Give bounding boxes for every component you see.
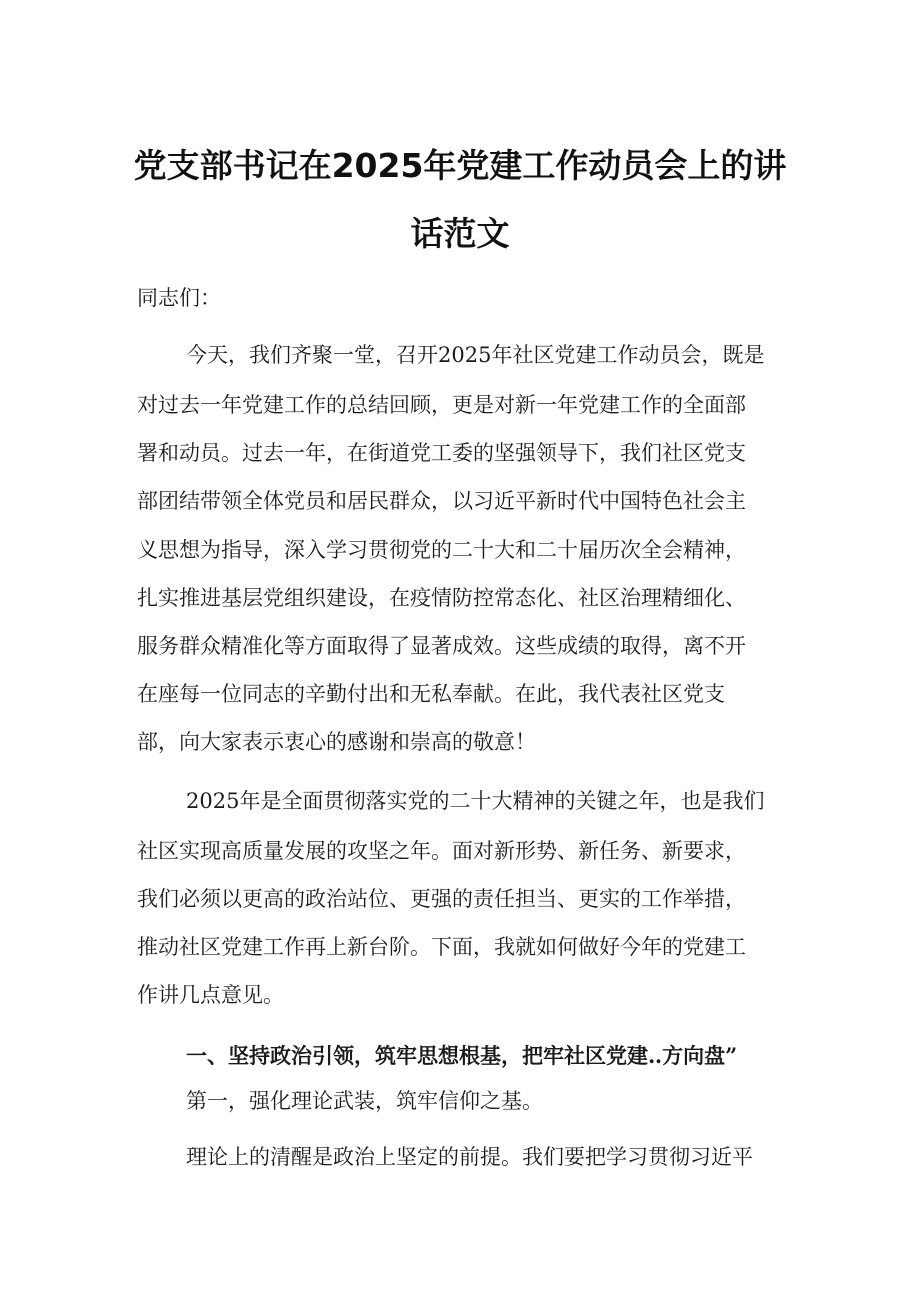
paragraph-1-line: 今天，我们齐聚一堂，召开2025年社区党建工作动员会，既是 xyxy=(186,343,765,367)
paragraph-1-line: 服务群众精准化等方面取得了显著成效。这些成绩的取得，离不开 xyxy=(137,634,746,658)
paragraph-2-line: 作讲几点意见。 xyxy=(137,983,284,1007)
subheading-1: 第一，强化理论武装，筑牢信仰之基。 xyxy=(186,1089,543,1113)
paragraph-2-line: 社区实现高质量发展的攻坚之年。面对新形势、新任务、新要求， xyxy=(137,839,746,863)
paragraph-1-line: 在座每一位同志的辛勤付出和无私奉献。在此，我代表社区党支 xyxy=(137,682,725,706)
paragraph-1-line: 署和动员。过去一年，在街道党工委的坚强领导下，我们社区党支 xyxy=(137,441,746,465)
paragraph-2-line: 2025年是全面贯彻落实党的二十大精神的关键之年，也是我们 xyxy=(186,789,765,813)
paragraph-1-line: 对过去一年党建工作的总结回顾，更是对新一年党建工作的全面部 xyxy=(137,393,746,417)
paragraph-2-line: 我们必须以更高的政治站位、更强的责任担当、更实的工作举措， xyxy=(137,887,746,911)
paragraph-1-line: 部团结带领全体党员和居民群众，以习近平新时代中国特色社会主 xyxy=(137,489,746,513)
section-1-heading: 一、坚持政治引领，筑牢思想根基，把牢社区党建‥方向盘” xyxy=(186,1043,738,1068)
paragraph-1-line: 部，向大家表示衷心的感谢和崇高的敬意！ xyxy=(137,730,536,754)
paragraph-1-line: 义思想为指导，深入学习贯彻党的二十大和二十届历次全会精神， xyxy=(137,538,746,562)
paragraph-1-line: 扎实推进基层党组织建设，在疫情防控常态化、社区治理精细化、 xyxy=(137,586,746,610)
document-title-line-2: 话范文 xyxy=(410,214,510,253)
document-title-line-1: 党支部书记在2025年党建工作动员会上的讲 xyxy=(133,146,787,185)
paragraph-3-line: 理论上的清醒是政治上坚定的前提。我们要把学习贯彻习近平 xyxy=(186,1145,753,1169)
salutation: 同志们： xyxy=(137,286,221,310)
paragraph-2-line: 推动社区党建工作再上新台阶。下面，我就如何做好今年的党建工 xyxy=(137,935,746,959)
